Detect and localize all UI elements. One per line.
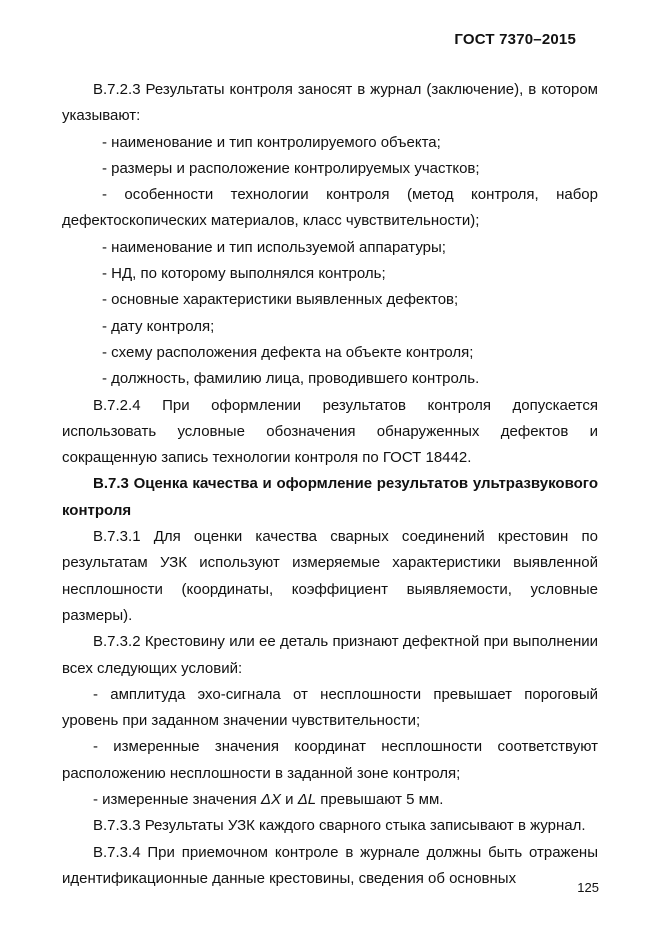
list-item-text: и [280, 791, 298, 809]
paragraph-b7-3-3: В.7.3.3 Результаты УЗК каждого сварного стыка записывают в журнал. [93, 817, 586, 835]
paragraph-b7-3-4: В.7.3.4 При приемочном контроле в журнале должны быть отражены идентификационные данные крестовины, сведения об основных [62, 843, 598, 887]
document-body [62, 77, 598, 892]
list-item: - наименование и тип контролируемого объекта; [102, 133, 441, 151]
list-item: - должность, фамилию лица, проводившего контроль. [102, 370, 480, 388]
list-item: - особенности технологии контроля (метод контроля, набор дефектоскопических материалов, класс чувствительности); [62, 186, 598, 230]
paragraph-b7-2-3: В.7.2.3 Результаты контроля заносят в журнал (заключение), в котором указывают: [62, 81, 598, 125]
list-item: - основные характеристики выявленных дефектов; [102, 291, 459, 309]
list-item-text: - измеренные значения [93, 791, 261, 809]
list-item: - схему расположения дефекта на объекте контроля; [102, 343, 474, 361]
list-item: - амплитуда эхо-сигнала от несплошности превышает пороговый уровень при заданном значении чувствительности; [62, 685, 598, 730]
list-item: - размеры и расположение контролируемых участков; [102, 159, 480, 177]
paragraph-b7-2-4: В.7.2.4 При оформлении результатов контроля допускается использовать условные обозначения обнаруженных дефектов и сокращенную запись технологии контроля по ГОСТ 18442. [62, 396, 598, 467]
list-item: - измеренные значения координат несплошности соответствуют расположению несплошности в заданной зоне контроля; [62, 738, 598, 782]
delta-x-symbol: ΔX [260, 791, 281, 809]
document-header: ГОСТ 7370–2015 [454, 31, 576, 48]
paragraph-b7-3-2: В.7.3.2 Крестовину или ее деталь признают дефектной при выполнении всех следующих условий: [62, 633, 598, 677]
delta-l-symbol: ΔL [297, 791, 317, 809]
list-item-text: превышают 5 мм. [316, 791, 444, 809]
list-item: - дату контроля; [102, 317, 215, 335]
list-item [62, 787, 598, 813]
section-title: В.7.3 Оценка качества и оформление результатов ультразвукового контроля [62, 475, 598, 519]
list-item: - НД, по которому выполнялся контроль; [102, 265, 386, 283]
page-number: 125 [577, 880, 599, 895]
list-item: - наименование и тип используемой аппаратуры; [102, 238, 446, 256]
paragraph-b7-3-1: В.7.3.1 Для оценки качества сварных соединений крестовин по результатам УЗК используют измеряемые характеристики выявленной несплошности (координаты, коэффициент выявляемости, условные размеры). [62, 528, 598, 624]
